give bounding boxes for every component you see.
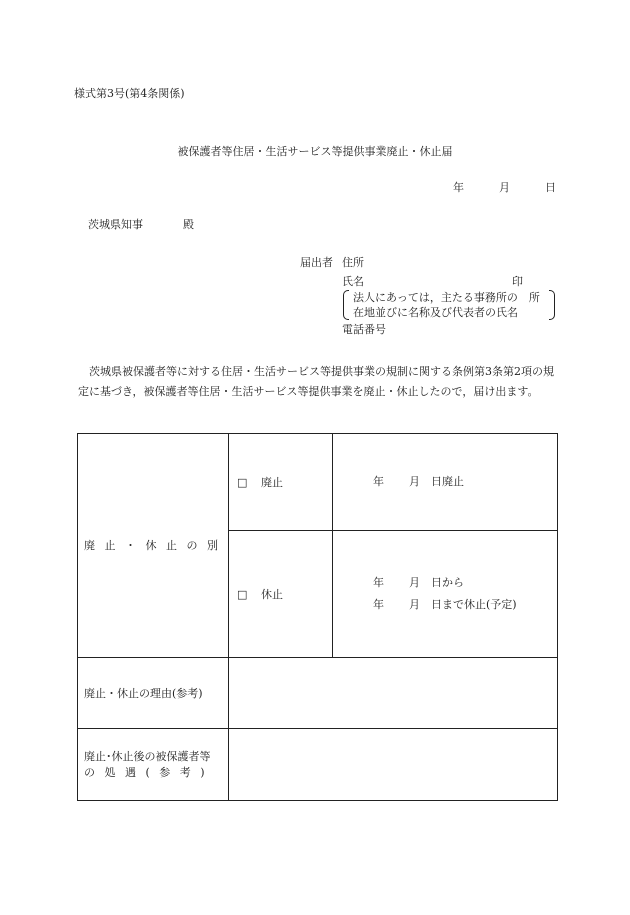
treatment-label-line1: 廃止･休止後の被保護者等 (84, 749, 211, 763)
abolish-date-cell[interactable] (333, 434, 558, 531)
treatment-label-line2: の処遇(参考) (84, 765, 215, 779)
suspend-from-month: 月 (409, 576, 420, 589)
reason-label-cell (78, 658, 229, 729)
suspend-from-year: 年 (373, 576, 384, 589)
reason-label: 廃止・休止の理由(参考) (84, 686, 203, 700)
date-day-label: 日 (545, 181, 556, 194)
right-bracket (549, 290, 555, 320)
abolish-checkbox[interactable]: □ (237, 475, 248, 489)
abolish-year-label: 年 (373, 475, 384, 488)
suspend-checkbox[interactable]: □ (237, 587, 248, 601)
form-number: 様式第3号(第4条関係) (74, 87, 185, 100)
corporate-note-line2: 在地並びに名称及び代表者の氏名 (353, 306, 518, 319)
suspend-until-year: 年 (373, 598, 384, 611)
notification-table (77, 433, 558, 801)
address-label: 住所 (342, 256, 364, 269)
reason-input-cell[interactable] (229, 658, 558, 729)
treatment-input-cell[interactable] (229, 729, 558, 801)
type-label: 廃止・休止の別 (84, 539, 228, 552)
name-label: 氏名 (342, 275, 364, 288)
type-label-cell (78, 434, 229, 658)
corporate-note-line1: 法人にあっては，主たる事務所の 所 (353, 291, 540, 304)
treatment-label-cell (78, 729, 229, 801)
suspend-period-cell[interactable] (333, 531, 558, 658)
abolish-day-suffix: 日廃止 (431, 475, 464, 488)
submission-date (453, 182, 556, 193)
body-paragraph: 茨城県被保護者等に対する住居・生活サービス等提供事業の規制に関する条例第3条第2項の規定に基づき，被保護者等住居・生活サービス等提供事業を廃止・休止したので，届け出ます。 (78, 365, 554, 398)
seal-mark: 印 (512, 275, 523, 288)
suspend-until-suffix: 日まで休止(予定) (431, 598, 517, 611)
left-bracket (343, 290, 349, 320)
addressee-honorific: 殿 (183, 218, 194, 231)
phone-label: 電話番号 (342, 323, 386, 336)
date-year-label: 年 (453, 181, 464, 194)
abolish-month-label: 月 (409, 475, 420, 488)
suspend-option-cell[interactable] (229, 531, 333, 658)
addressee (88, 219, 194, 230)
suspend-from-suffix: 日から (431, 576, 464, 589)
suspend-until-month: 月 (409, 598, 420, 611)
abolish-option-cell[interactable] (229, 434, 333, 531)
date-month-label: 月 (499, 181, 510, 194)
notifier-label: 届出者 (300, 256, 333, 269)
document-title: 被保護者等住居・生活サービス等提供事業廃止・休止届 (177, 145, 453, 158)
abolish-option-label: 廃止 (261, 475, 283, 489)
suspend-option-label: 休止 (261, 587, 283, 601)
addressee-name: 茨城県知事 (88, 218, 143, 231)
